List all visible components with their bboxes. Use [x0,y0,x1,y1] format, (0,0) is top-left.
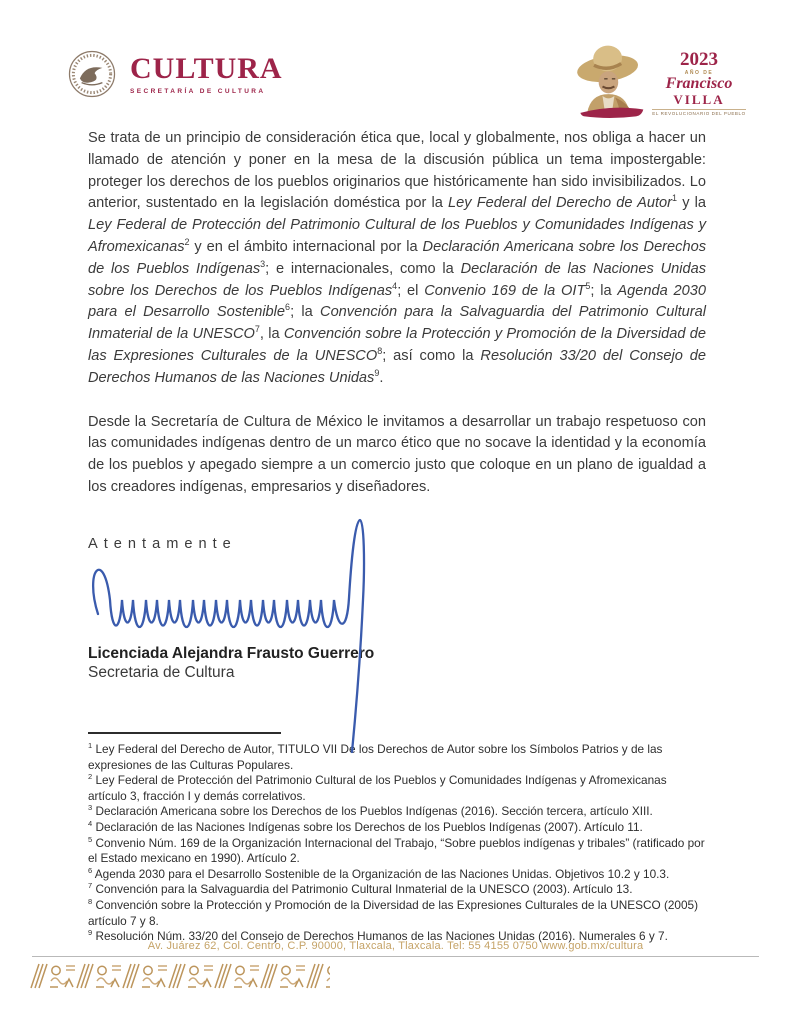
signature-scribble [86,516,426,758]
footnote-item: $^5$ Convenio Núm. 169 de la Organización Internacional del Trabajo, “Sobre pueblos indígenas y tribales” (ratificado por el Estado mexicano en 1990). Artículo 2. [88,834,705,866]
villa-name-caps: VILLA [673,91,725,107]
mexican-government-eagle-seal-icon [66,48,118,100]
villa-name-script: Francisco [665,75,733,92]
ornament-band [30,962,330,990]
cultura-logo [66,48,283,100]
cultura-wordmark-group [130,51,283,95]
closing-salutation: Atentamente [88,535,237,552]
signer-title: Secretaria de Cultura [88,664,235,682]
letterhead [0,40,791,120]
footnote-item: $^6$ Agenda 2030 para el Desarrollo Sostenible de la Organización de las Naciones Unidas. Objetivos 10.2 y 10.3. [88,865,670,881]
cultura-wordmark: CULTURA [130,51,283,85]
signer-name: Licenciada Alejandra Frausto Guerrero [88,644,375,662]
footnote-item: $^8$ Convención sobre la Protección y Promoción de la Diversidad de las Expresiones Culturales de la UNESCO (2005) artículo 7 y 8. [88,897,699,928]
villa-portrait-icon [568,38,654,118]
paragraph-invitation: Desde la Secretaría de Cultura de México le invitamos a desarrollar un trabajo respetuoso con las comunidades indígenas dentro de un marco ético que no socave la identidad y la economía de los pueblos y apegado siempre a un comercio justo que coloque en un plano de igualdad a los creadores indígenas, empresarios y diseñadores. [88,413,706,495]
footnote-item: $^4$ Declaración de las Naciones Indígenas sobre los Derechos de los Pueblos Indígenas (2007). Artículo 11. [88,819,643,834]
footer-divider-line [32,956,759,957]
footnote-item: $^1$ Ley Federal del Derecho de Autor, TITULO VII De los Derechos de Autor sobre los Símbolos Patrios y de las expresiones de las Culturas Populares. [88,741,663,772]
villa-tagline: EL REVOLUCIONARIO DEL PUEBLO [652,111,746,117]
footnotes-list [88,742,708,945]
footnote-item: $^3$ Declaración Americana sobre los Derechos de los Pueblos Indígenas (2016). Sección tercera, artículo XIII. [88,803,653,819]
footnote-item: $^9$ Resolución Núm. 33/20 del Consejo de Derechos Humanos de las Naciones Unidas (2016). Numerales 6 y 7. [88,928,668,944]
signature-block [88,552,706,644]
villa-year: 2023 [680,49,718,70]
footer-address: Av. Juárez 62, Col. Centro, C.P. 90000, Tlaxcala, Tlaxcala. Tel: 55 4155 0750 www.gob.mx/cultura [147,940,644,952]
paragraph-legal-basis: Se trata de un principio de consideración ética que, local y globalmente, nos obliga a hacer un llamado de atención y poner en la mesa de la discusión pública un tema impostergable: proteger los derechos de los pueblos originarios que históricamente han sido invisibilizados. Lo anterior, sustentado en la legislación doméstica por la Ley Federal del Derecho de Autor$^1$ y la Ley Federal de Protección del Patrimonio Cultural de los Pueblos y Comunidades Indígenas y Afromexicanas$^2$ y en el ámbito internacional por la Declaración Americana sobre los Derechos de los Pueblos Indígenas$^3$; e internacionales, como la Declaración de las Naciones Unidas sobre los Derechos de los Pueblos Indígenas$^4$; el Convenio 169 de la OIT$^5$; la Agenda 2030 para el Desarrollo Sostenible$^6$; la Convención para la Salvaguardia del Patrimonio Cultural Inmaterial de la UNESCO$^7$, la Convención sobre la Protección y Promoción de la Diversidad de las Expresiones Culturales de la UNESCO$^8$; así como la Resolución 33/20 del Consejo de Derechos Humanos de las Naciones Unidas$^9$. [88,130,707,386]
villa-small-label: AÑO DE [684,70,714,76]
francisco-villa-2023-logo [568,34,748,120]
footnote-separator [88,732,281,734]
letter-body [88,128,706,683]
footnote-item: $^2$ Ley Federal de Protección del Patrimonio Cultural de los Pueblos y Comunidades Indígenas y Afromexicanas artículo 3, fracción I y demás correlativos. [88,772,667,803]
cultura-subtitle: SECRETARÍA DE CULTURA [130,87,266,95]
footnote-item: $^7$ Convención para la Salvaguardia del Patrimonio Cultural Inmaterial de la UNESCO (2003). Artículo 13. [88,881,633,897]
villa-logo-text [652,50,746,116]
